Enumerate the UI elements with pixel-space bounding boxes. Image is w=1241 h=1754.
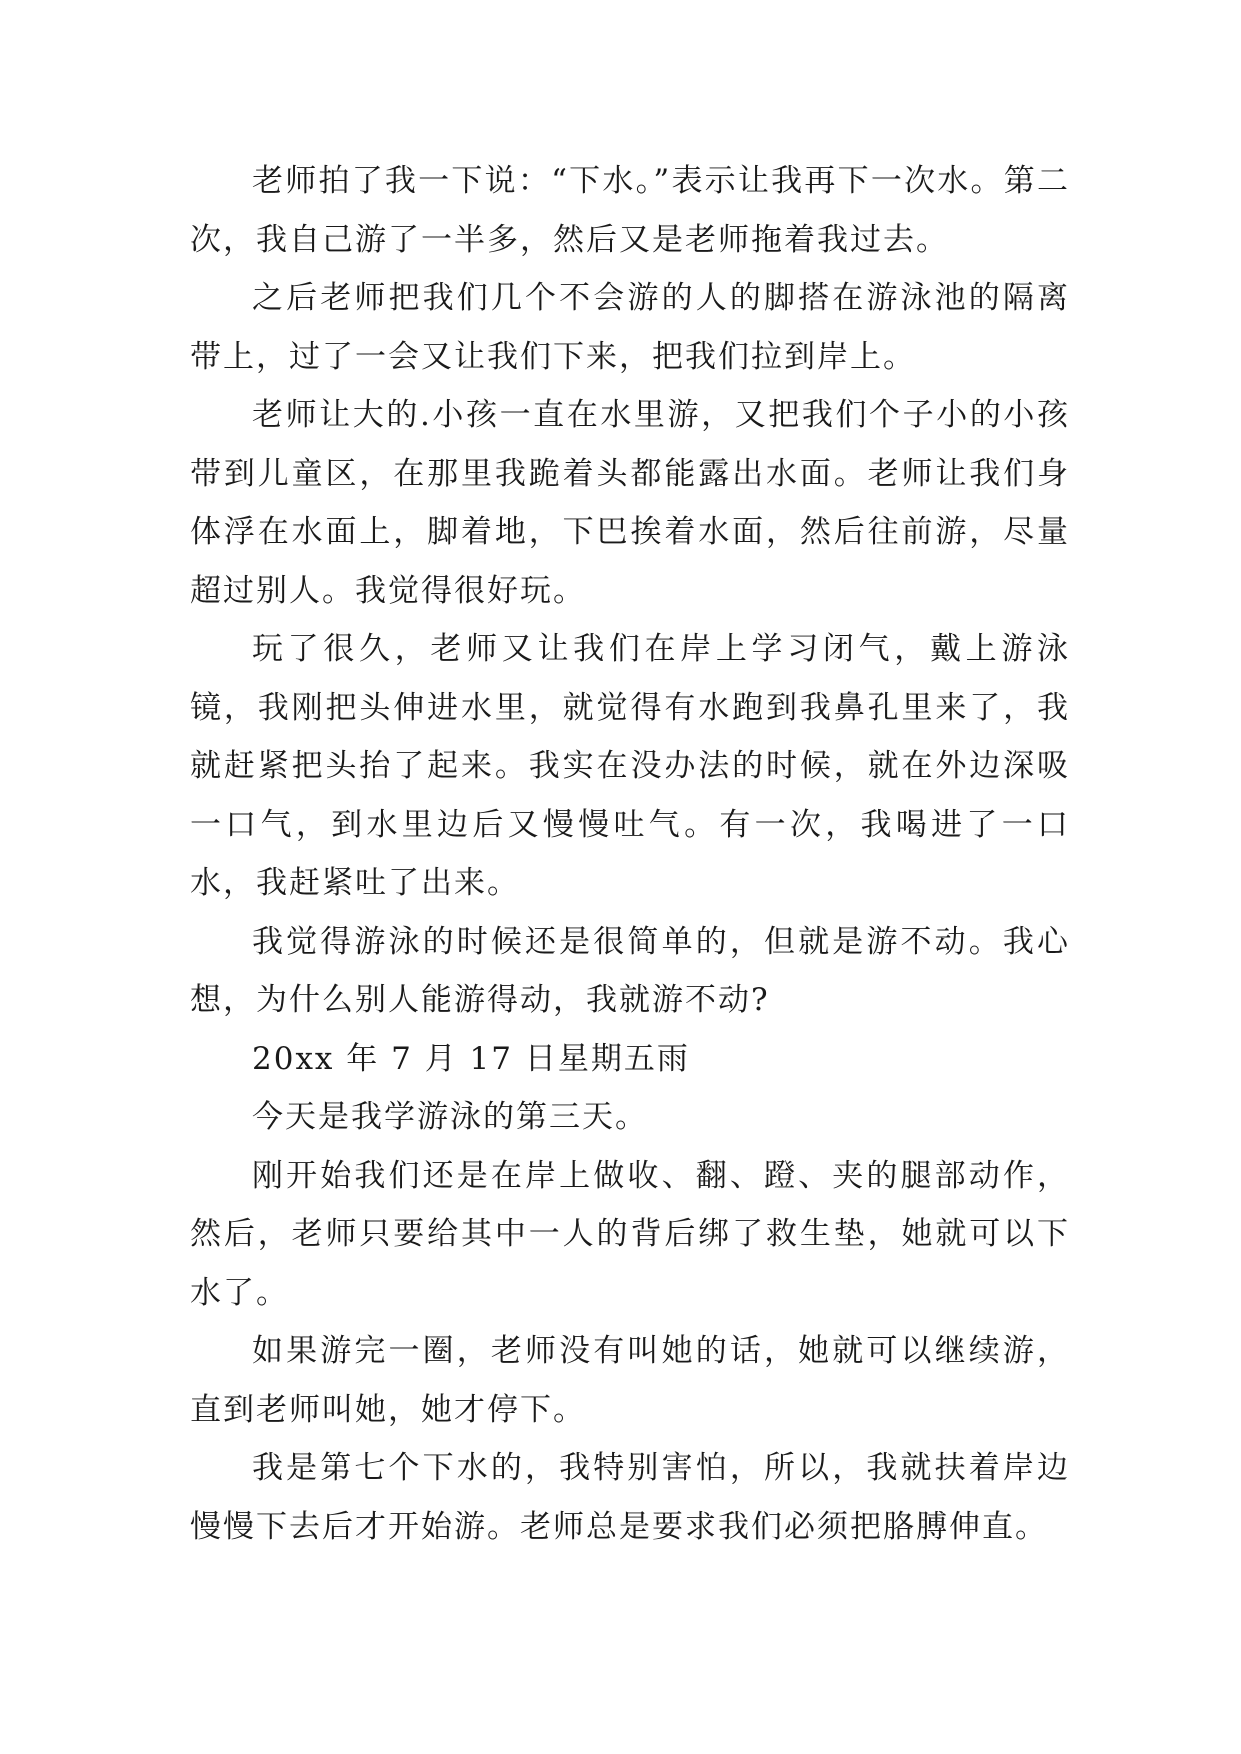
paragraph-5: 我觉得游泳的时候还是很简单的，但就是游不动。我心想，为什么别人能游得动，我就游不动? (190, 923, 1070, 1018)
paragraph-1: 老师拍了我一下说：“下水。”表示让我再下一次水。第二次，我自己游了一半多，然后又是老师拖着我过去。 (190, 163, 1070, 258)
paragraph-3: 老师让大的.小孩一直在水里游，又把我们个子小的小孩带到儿童区，在那里我跪着头都能露出水面。老师让我们身体浮在水面上，脚着地，下巴挨着水面，然后往前游，尽量超过别人。我觉得很好玩。 (190, 397, 1070, 609)
paragraph-9: 如果游完一圈，老师没有叫她的话，她就可以继续游，直到老师叫她，她才停下。 (190, 1333, 1070, 1428)
paragraph-10: 我是第七个下水的，我特别害怕，所以，我就扶着岸边慢慢下去后才开始游。老师总是要求我们必须把胳膊伸直。 (190, 1450, 1070, 1545)
paragraph-2: 之后老师把我们几个不会游的人的脚搭在游泳池的隔离带上，过了一会又让我们下来，把我们拉到岸上。 (190, 280, 1070, 375)
document-body (190, 152, 1070, 1556)
paragraph-8: 刚开始我们还是在岸上做收、翻、蹬、夹的腿部动作，然后，老师只要给其中一人的背后绑了救生垫，她就可以下水了。 (190, 1157, 1070, 1311)
paragraph-7: 今天是我学游泳的第三天。 (252, 1099, 648, 1135)
date-line: 20xx 年 7 月 17 日星期五雨 (252, 1040, 690, 1077)
paragraph-4: 玩了很久，老师又让我们在岸上学习闭气，戴上游泳镜，我刚把头伸进水里，就觉得有水跑到我鼻孔里来了，我就赶紧把头抬了起来。我实在没办法的时候，就在外边深吸一口气，到水里边后又慢慢吐气。有一次，我喝进了一口水，我赶紧吐了出来。 (190, 631, 1070, 901)
